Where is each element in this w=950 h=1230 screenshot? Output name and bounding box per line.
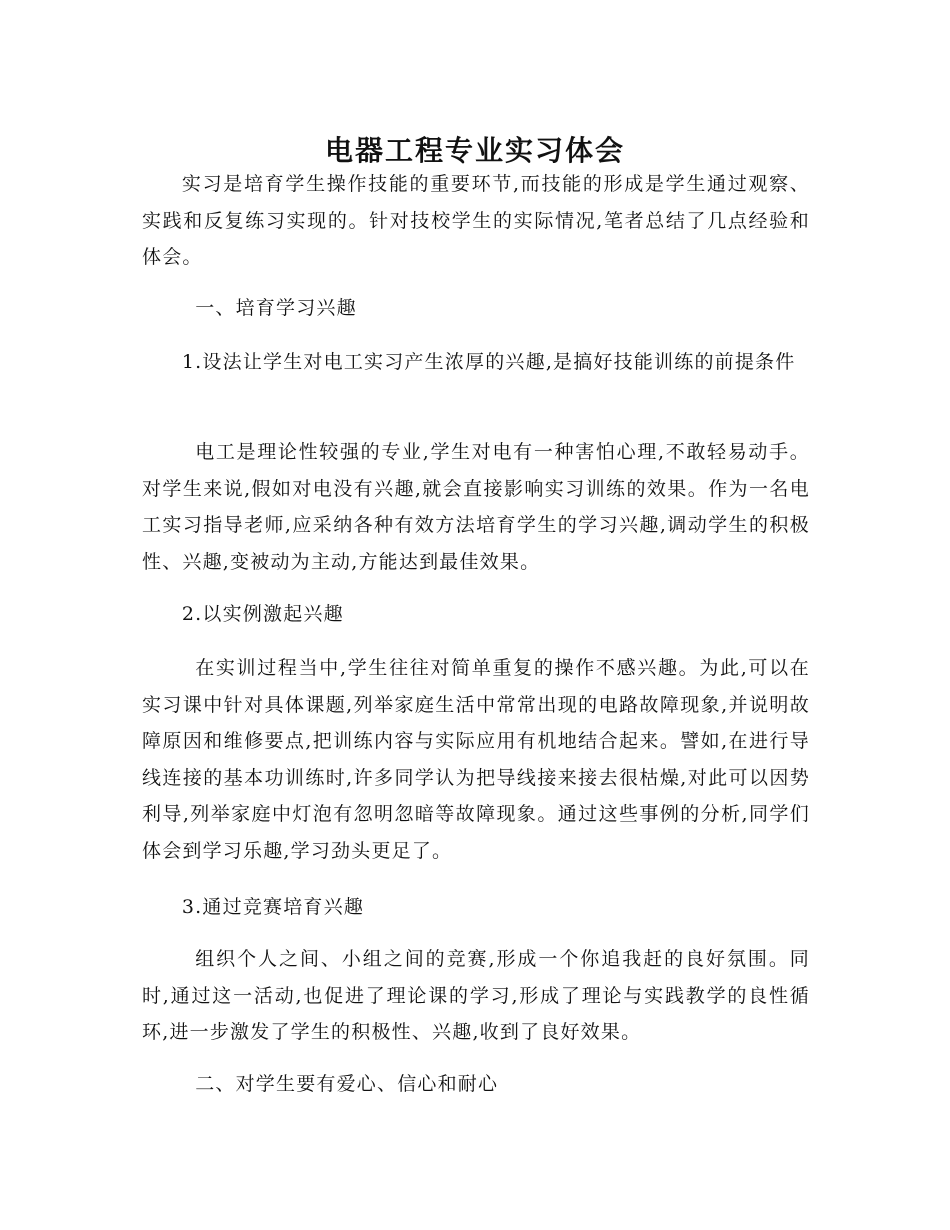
subsection-body-2: 在实训过程当中,学生往往对简单重复的操作不感兴趣。为此,可以在实习课中针对具体课题,列举家庭生活中常常出现的电路故障现象,并说明故障原因和维修要点,把训练内容与实际应用有机地结合起来。譬如,在进行导线连接的基本功训练时,许多同学认为把导线接来接去很枯燥,对此可以因势利导,列举家庭中灯泡有忽明忽暗等故障现象。通过这些事例的分析,同学们体会到学习乐趣,学习劲头更足了。 (142, 657, 810, 862)
page-title: 电器工程专业实习体会 (324, 133, 625, 167)
intro-paragraph: 实习是培育学生操作技能的重要环节,而技能的形成是学生通过观察、实践和反复练习实现的。针对技校学生的实际情况,笔者总结了几点经验和体会。 (142, 173, 810, 268)
subsection-heading-3: 3.通过竞赛培育兴趣 (181, 896, 365, 918)
subsection-heading-2: 2.以实例激起兴趣 (181, 603, 344, 625)
subsection-heading-1: 1.设法让学生对电工实习产生浓厚的兴趣,是搞好技能训练的前提条件 (181, 351, 796, 373)
subsection-body-3: 组织个人之间、小组之间的竞赛,形成一个你追我赶的良好氛围。同时,通过这一活动,也促进了理论课的学习,形成了理论与实践教学的良性循环,进一步激发了学生的积极性、兴趣,收到了良好效果。 (142, 948, 810, 1043)
section-heading-1: 一、培育学习兴趣 (195, 297, 357, 319)
subsection-body-1: 电工是理论性较强的专业,学生对电有一种害怕心理,不敢轻易动手。对学生来说,假如对电没有兴趣,就会直接影响实习训练的效果。作为一名电工实习指导老师,应采纳各种有效方法培育学生的学习兴趣,调动学生的积极性、兴趣,变被动为主动,方能达到最佳效果。 (142, 441, 810, 573)
section-heading-2: 二、对学生要有爱心、信心和耐心 (195, 1073, 499, 1095)
